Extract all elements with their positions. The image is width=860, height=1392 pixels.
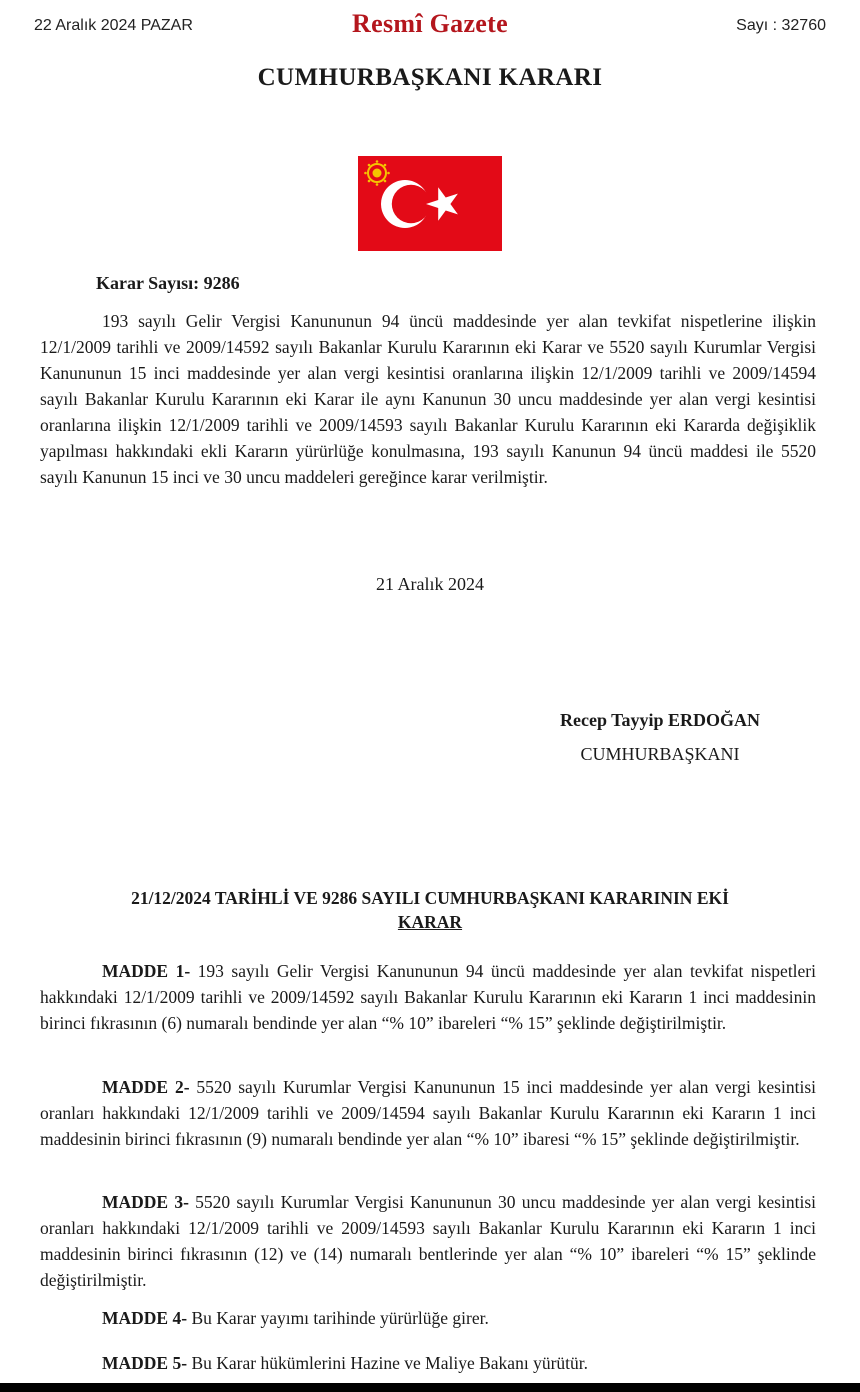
article-5 <box>40 1350 816 1376</box>
decision-number: Karar Sayısı: 9286 <box>96 273 240 293</box>
article-5-label: MADDE 5- <box>102 1353 188 1373</box>
preamble-paragraph: 193 sayılı Gelir Vergisi Kanununun 94 üncü maddesinde yer alan tevkifat nispetlerine ilişkin 12/1/2009 tarihli ve 2009/14592 sayılı Bakanlar Kurulu Kararının eki Karar ve 5520 sayılı Kurumlar Vergisi Kanununun 15 inci maddesinde yer alan vergi kesintisi oranlarına ilişkin 12/1/2009 tarihli ve 2009/14594 sayılı Bakanlar Kurulu Kararının eki Karar ile aynı Kanunun 30 uncu maddesinde yer alan vergi kesintisi oranlarına ilişkin 12/1/2009 tarihli ve 2009/14593 sayılı Bakanlar Kurulu Kararının eki Kararda değişiklik yapılması hakkındaki ekli Kararın yürürlüğe konulmasına, 193 sayılı Kanunun 94 üncü maddesi ile 5520 sayılı Kanunun 15 inci ve 30 uncu maddeleri gereğince karar verilmiştir. <box>40 311 816 487</box>
article-4-label: MADDE 4- <box>102 1308 188 1328</box>
article-1-label: MADDE 1- <box>102 961 191 981</box>
annex-heading <box>60 886 800 934</box>
article-5-text: Bu Karar hükümlerini Hazine ve Maliye Bakanı yürütür. <box>187 1353 588 1373</box>
decision-date: 21 Aralık 2024 <box>376 574 484 594</box>
article-3 <box>40 1189 816 1293</box>
header-date: 22 Aralık 2024 PAZAR <box>34 17 193 34</box>
annex-heading-line1: 21/12/2024 TARİHLİ VE 9286 SAYILI CUMHURBAŞKANI KARARININ EKİ <box>131 888 729 908</box>
article-4 <box>40 1305 816 1331</box>
annex-heading-line2: KARAR <box>397 912 463 932</box>
article-3-text: 5520 sayılı Kurumlar Vergisi Kanununun 30 uncu maddesinde yer alan vergi kesintisi oranları hakkındaki 12/1/2009 tarihli ve 2009/14593 sayılı Bakanlar Kurulu Kararının eki Kararın 1 inci maddesinin birinci fıkrasının (12) ve (14) numaralı bentlerinde yer alan “% 10” ibareleri “% 15” şeklinde değiştirilmiştir. <box>40 1192 817 1290</box>
article-2-label: MADDE 2- <box>102 1077 190 1097</box>
signatory-title: CUMHURBAŞKANI <box>580 744 740 764</box>
signatory-name: Recep Tayyip ERDOĞAN <box>559 710 761 730</box>
page-title: CUMHURBAŞKANI KARARI <box>257 64 603 91</box>
article-3-label: MADDE 3- <box>102 1192 189 1212</box>
article-2-text: 5520 sayılı Kurumlar Vergisi Kanununun 15 inci maddesinde yer alan vergi kesintisi oranları hakkındaki 12/1/2009 tarihli ve 2009/14594 sayılı Bakanlar Kurulu Kararının eki Kararın 1 inci maddesinin birinci fıkrasının (9) numaralı bendinde yer alan “% 10” ibaresi “% 15” şeklinde değiştirilmiştir. <box>40 1077 816 1149</box>
article-1-text: 193 sayılı Gelir Vergisi Kanununun 94 üncü maddesinde yer alan tevkifat nispetleri hakkındaki 12/1/2009 tarihli ve 2009/14592 sayılı Bakanlar Kurulu Kararının eki Kararın 1 inci maddesinin birinci fıkrasının (6) numaralı bendinde yer alan “% 10” ibareleri “% 15” şeklinde değiştirilmiştir. <box>40 961 817 1033</box>
article-1 <box>40 958 816 1036</box>
bottom-edge-bar <box>0 1383 860 1392</box>
article-2 <box>40 1074 816 1152</box>
header-issue-number: Sayı : 32760 <box>736 17 826 34</box>
turkish-flag-icon <box>358 156 502 251</box>
article-4-text: Bu Karar yayımı tarihinde yürürlüğe girer. <box>187 1308 489 1328</box>
masthead-title: Resmî Gazete <box>352 9 508 38</box>
